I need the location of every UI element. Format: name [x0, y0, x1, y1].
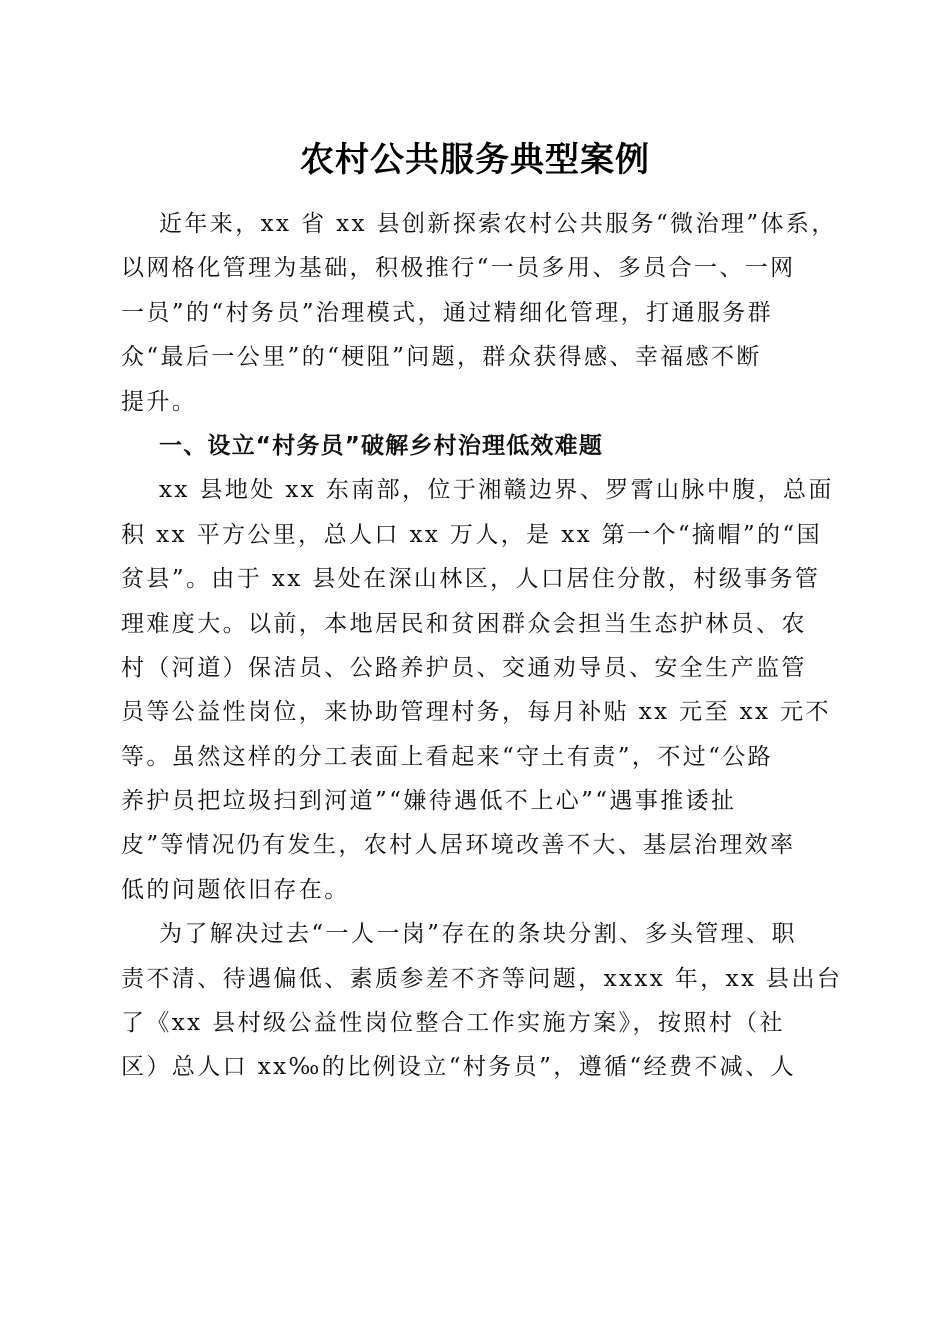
paragraph-line: 等。虽然这样的分工表面上看起来“守土有责”，不过“公路: [121, 743, 774, 770]
intro-line: 众“最后一公里”的“梗阻”问题，群众获得感、幸福感不断: [121, 344, 762, 371]
intro-line: 以网格化管理为基础，积极推行“一员多用、多员合一、一网: [121, 255, 796, 282]
intro-line: 近年来，xx 省 xx 县创新探索农村公共服务“微治理”体系，: [159, 211, 837, 237]
paragraph-line: xx 县地处 xx 东南部，位于湘赣边界、罗霄山脉中腹，总面: [159, 477, 834, 504]
intro-line: 提升。: [121, 388, 198, 415]
intro-paragraph: [121, 202, 837, 424]
paragraph-line: 责不清、待遇偏低、素质参差不齐等问题，xxxx 年，xx 县出台: [121, 965, 843, 992]
document-body: [121, 202, 843, 1090]
section1-paragraph-2: [121, 912, 843, 1090]
paragraph-line: 区）总人口 xx‰的比例设立“村务员”，遵循“经费不减、人: [121, 1054, 796, 1081]
paragraph-line: 员等公益性岗位，来协助管理村务，每月补贴 xx 元至 xx 元不: [121, 699, 831, 726]
paragraph-line: 贫县”。由于 xx 县处在深山林区，人口居住分散，村级事务管: [121, 566, 821, 593]
paragraph-line: 低的问题依旧存在。: [121, 876, 350, 903]
section1-paragraph-1: [121, 468, 834, 912]
paragraph-line: 理难度大。以前，本地居民和贫困群众会担当生态护林员、农: [121, 610, 807, 637]
section-heading: 一、设立“村务员”破解乡村治理低效难题: [159, 432, 604, 459]
paragraph-line: 为了解决过去“一人一岗”存在的条块分割、多头管理、职: [159, 921, 797, 948]
paragraph-line: 村（河道）保洁员、公路养护员、交通劝导员、安全生产监管: [121, 654, 807, 681]
paragraph-line: 了《xx 县村级公益性岗位整合工作实施方案》，按照村（社: [121, 1010, 785, 1037]
document-title: 农村公共服务典型案例: [300, 140, 650, 180]
paragraph-line: 皮”等情况仍有发生，农村人居环境改善不大、基层治理效率: [121, 832, 796, 859]
paragraph-line: 养护员把垃圾扫到河道”“嫌待遇低不上心”“遇事推诿扯: [121, 788, 737, 815]
paragraph-line: 积 xx 平方公里，总人口 xx 万人，是 xx 第一个“摘帽”的“国: [121, 521, 822, 548]
intro-line: 一员”的“村务员”治理模式，通过精细化管理，打通服务群: [121, 299, 774, 326]
